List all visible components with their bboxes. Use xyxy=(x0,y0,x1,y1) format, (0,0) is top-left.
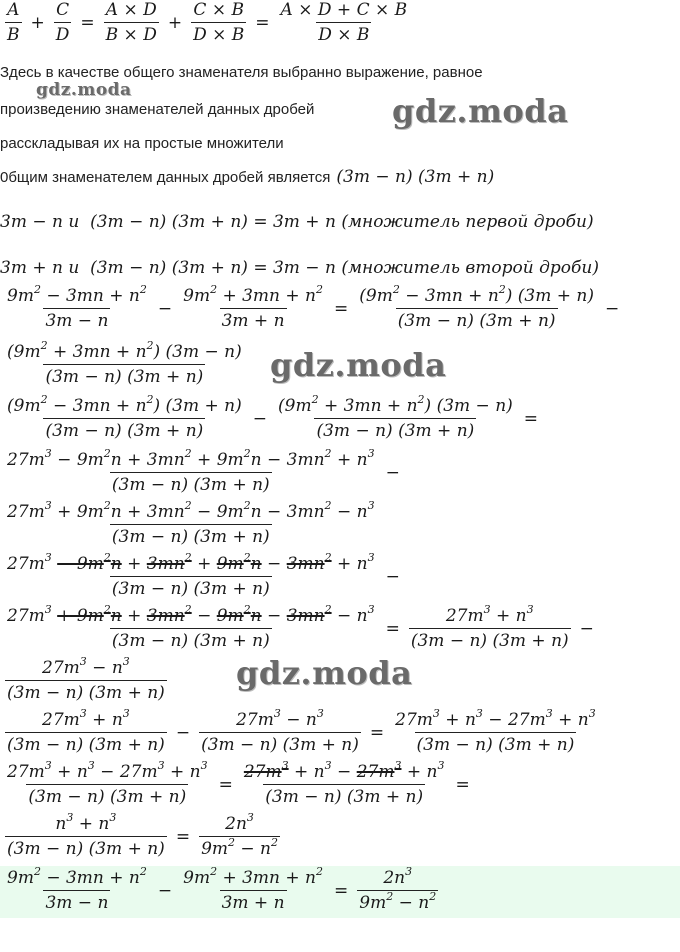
step-5: $\frac{27m^3 + n^3}{(3m - n) (3m + n)}$ − $\frac{27m^3 - n^3}{(3m - n) (3m + n)}$ = $\frac{27m^3 + n^3 - 27m^3 + n^3}{(3m - n) (3m + n)}$ xyxy=(7,707,596,755)
watermark-3: gdz.moda xyxy=(236,654,413,692)
step-4a: $\frac{27m^3 - 9m^2n + 3mn^2 + 9m^2n - 3mn^2 + n^3}{(3m - n) (3m + n)}$ − xyxy=(7,551,400,599)
annot-second: (множитель второй дроби) xyxy=(341,258,599,278)
step-4b: $\frac{27m^3 + 9m^2n + 3mn^2 - 9m^2n - 3mn^2 - n^3}{(3m - n) (3m + n)}$ = $\frac{27m^3 + n^3}{(3m - n) (3m + n)}$ − xyxy=(7,603,594,651)
watermark-1: gdz.moda xyxy=(392,92,569,130)
explanation-line-4: 0бщим знаменателем данных дробей является xyxy=(0,168,331,186)
common-denominator-line: 0бщим знаменателем данных дробей является (3m − n) (3m + n) xyxy=(0,167,495,187)
explanation-line-1: Здесь в качестве общего знаменателя выбранно выражение, равное xyxy=(0,64,483,81)
step-3a: $\frac{27m^3 - 9m^2n + 3mn^2 + 9m^2n - 3mn^2 + n^3}{(3m - n) (3m + n)}$ − xyxy=(7,447,400,495)
multiplier-first: 3m − n и (3m − n) (3m + n) = 3m + n (множитель первой дроби) xyxy=(0,212,594,232)
general-formula: $\frac{A}{B}$ + $\frac{C}{D}$ = $\frac{A \times D}{B \times D}$ + $\frac{C \times B}{D \times B}$ = $\frac{A \times D + C \times B}{D \times B}$ xyxy=(7,0,408,45)
step-1: $\frac{9m^2 - 3mn + n^2}{3m - n}$ − $\frac{9m^2 + 3mn + n^2}{3m + n}$ = $\frac{(9m^2 - 3mn + n^2) (3m + n)}{(3m - n) (3m + n)}$ − xyxy=(7,283,620,331)
final-answer: $\frac{9m^2 - 3mn + n^2}{3m - n}$ − $\frac{9m^2 + 3mn + n^2}{3m + n}$ = $\frac{2n^3}{9m^2 - n^2}$ xyxy=(7,865,437,913)
explanation-line-2: произведению знаменателей данных дробей xyxy=(0,101,315,118)
step-3b: $\frac{27m^3 + 9m^2n + 3mn^2 - 9m^2n - 3mn^2 - n^3}{(3m - n) (3m + n)}$ xyxy=(7,499,375,547)
explanation-line-3: рассклaдывая их на простые множители xyxy=(0,135,284,152)
watermark-small: gdz.moda xyxy=(36,80,132,100)
step-2: $\frac{(9m^2 - 3mn + n^2) (3m + n)}{(3m - n) (3m + n)}$ − $\frac{(9m^2 + 3mn + n^2) (3m - n)}{(3m - n) (3m + n)}$ = xyxy=(7,393,539,441)
step-4c: $\frac{27m^3 - n^3}{(3m - n) (3m + n)}$ xyxy=(7,655,165,703)
annot-first: (множитель первой дроби) xyxy=(341,212,594,232)
multiplier-second: 3m + n и (3m − n) (3m + n) = 3m − n (множитель второй дроби) xyxy=(0,258,599,278)
step-7: $\frac{n^3 + n^3}{(3m - n) (3m + n)}$ = $\frac{2n^3}{9m^2 - n^2}$ xyxy=(7,811,279,859)
step-6: $\frac{27m^3 + n^3 - 27m^3 + n^3}{(3m - n) (3m + n)}$ = $\frac{27m^3 + n^3 - 27m^3 + n^3}{(3m - n) (3m + n)}$ = xyxy=(7,759,470,807)
watermark-2: gdz.moda xyxy=(270,346,447,384)
step-1-cont: $\frac{(9m^2 + 3mn + n^2) (3m - n)}{(3m - n) (3m + n)}$ xyxy=(7,339,242,387)
